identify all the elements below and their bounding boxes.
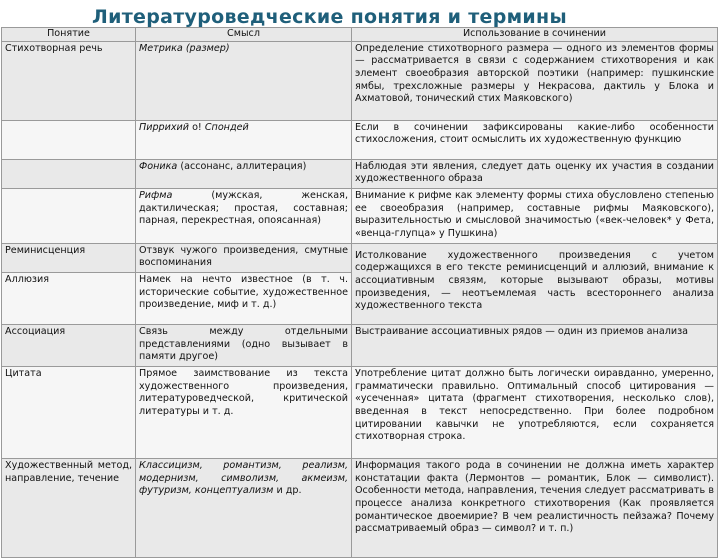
usage-cell: Определение стихотворного размера — одного из элементов формы — рассматривается в связи с содержанием стихотворения и как элемент своеобразия авторской поэтики (например: пушкинские ямбы, трехсложные размеры у Некрасова, дактиль у Блока и Ахматовой, тонический стих Маяковского): [352, 41, 718, 120]
table-row: [2, 366, 718, 458]
header-meaning: Смысл: [136, 28, 352, 42]
meaning-term: Классицизм, романтизм, реализм, модернизм, символизм, акмеизм, футуризм, концептуализм: [139, 459, 348, 497]
meaning-term: Фоника: [139, 160, 178, 172]
table-row: [2, 324, 718, 366]
meaning-cell: Связь между отдельными представлениями (одно вызывает в памяти другое): [136, 324, 352, 366]
meaning-text: о!: [189, 121, 205, 133]
usage-cell: Выстраивание ассоциативных рядов — один из приемов анализа: [352, 324, 718, 366]
page-title: Литературоведческие понятия и термины: [92, 6, 567, 28]
concept-cell: Ассоциация: [2, 324, 136, 366]
table-row: [2, 243, 718, 272]
meaning-cell: [136, 458, 352, 557]
meaning-cell: [136, 159, 352, 188]
meaning-text: (мужская, женская, дактилическая; простая, составная; парная, перекрестная, опоясанная): [139, 189, 348, 227]
table-header-row: [2, 28, 718, 42]
meaning-term: Рифма: [139, 189, 173, 201]
meaning-text: и др.: [273, 485, 302, 497]
concept-cell: [2, 159, 136, 188]
concept-cell: Аллюзия: [2, 272, 136, 324]
meaning-term: Спондей: [204, 121, 249, 133]
header-usage: Использование в сочинении: [352, 28, 718, 42]
header-concept: Понятие: [2, 28, 136, 42]
usage-cell: Внимание к рифме как элементу формы стиха обусловлено степенью ее своеобразия (например, составные рифмы Маяковского), выразительностью и смысловой значимостью («век-человек* у Фета, «венца-глупца» у Пушкина): [352, 188, 718, 243]
usage-cell: Истолкование художественного произведения с учетом содержащихся в его тексте реминисценций и аллюзий, внимание к ассоциативным связям, которые вызывают образы, мотивы произведения, — неотъемлемая часть всестороннего анализа художественного текста: [352, 243, 718, 324]
concept-cell: Художественный метод, направление, течение: [2, 458, 136, 557]
table-row: [2, 188, 718, 243]
concept-cell: Стихотворная речь: [2, 41, 136, 120]
meaning-text: (ассонанс, аллитерация): [177, 160, 307, 172]
table-row: [2, 41, 718, 120]
concept-cell: [2, 120, 136, 159]
table-row: [2, 120, 718, 159]
meaning-term: Пиррихий: [139, 121, 190, 133]
meaning-cell: Намек на нечто известное (в т. ч. исторические событие, художественное произведение, миф и т. д.): [136, 272, 352, 324]
meaning-cell: [136, 188, 352, 243]
usage-cell: Информация такого рода в сочинении не должна иметь характер констатации факта (Лермонтов — романтик, Блок — символист). Особенности метода, направления, течения следует рассматривать в процессе анализа конкретного стихотворения (Как проявляется романтическое двоемирие? В чем реалистичность пейзажа? Почему рассматриваемый образ — символ? и т. п.): [352, 458, 718, 557]
meaning-cell: Отзвук чужого произведения, смутные воспоминания: [136, 243, 352, 272]
terms-table: [1, 27, 718, 558]
table-row: [2, 458, 718, 557]
concept-cell: Реминисценция: [2, 243, 136, 272]
usage-cell: Если в сочинении зафиксированы какие-либо особенности стихосложения, стоит осмыслить их художественную функцию: [352, 120, 718, 159]
usage-cell: Употребление цитат должно быть логически оиравданно, умеренно, грамматически правильно. Оптимальный способ цитирования — «усеченная» цитата (фрагмент стихотворения, несколько слов), введенная в текст непосредственно. При более подробном цитировании кавычки не употребляются, если сохраняется стихотворная строка.: [352, 366, 718, 458]
concept-cell: Цитата: [2, 366, 136, 458]
meaning-cell: Прямое заимствование из текста художественного произведения, литературоведческой, критической литературы и т. д.: [136, 366, 352, 458]
meaning-term: Метрика (размер): [139, 42, 230, 54]
meaning-cell: [136, 120, 352, 159]
usage-cell: Наблюдая эти явления, следует дать оценку их участия в создании художественного образа: [352, 159, 718, 188]
concept-cell: [2, 188, 136, 243]
table-row: [2, 159, 718, 188]
meaning-cell: [136, 41, 352, 120]
